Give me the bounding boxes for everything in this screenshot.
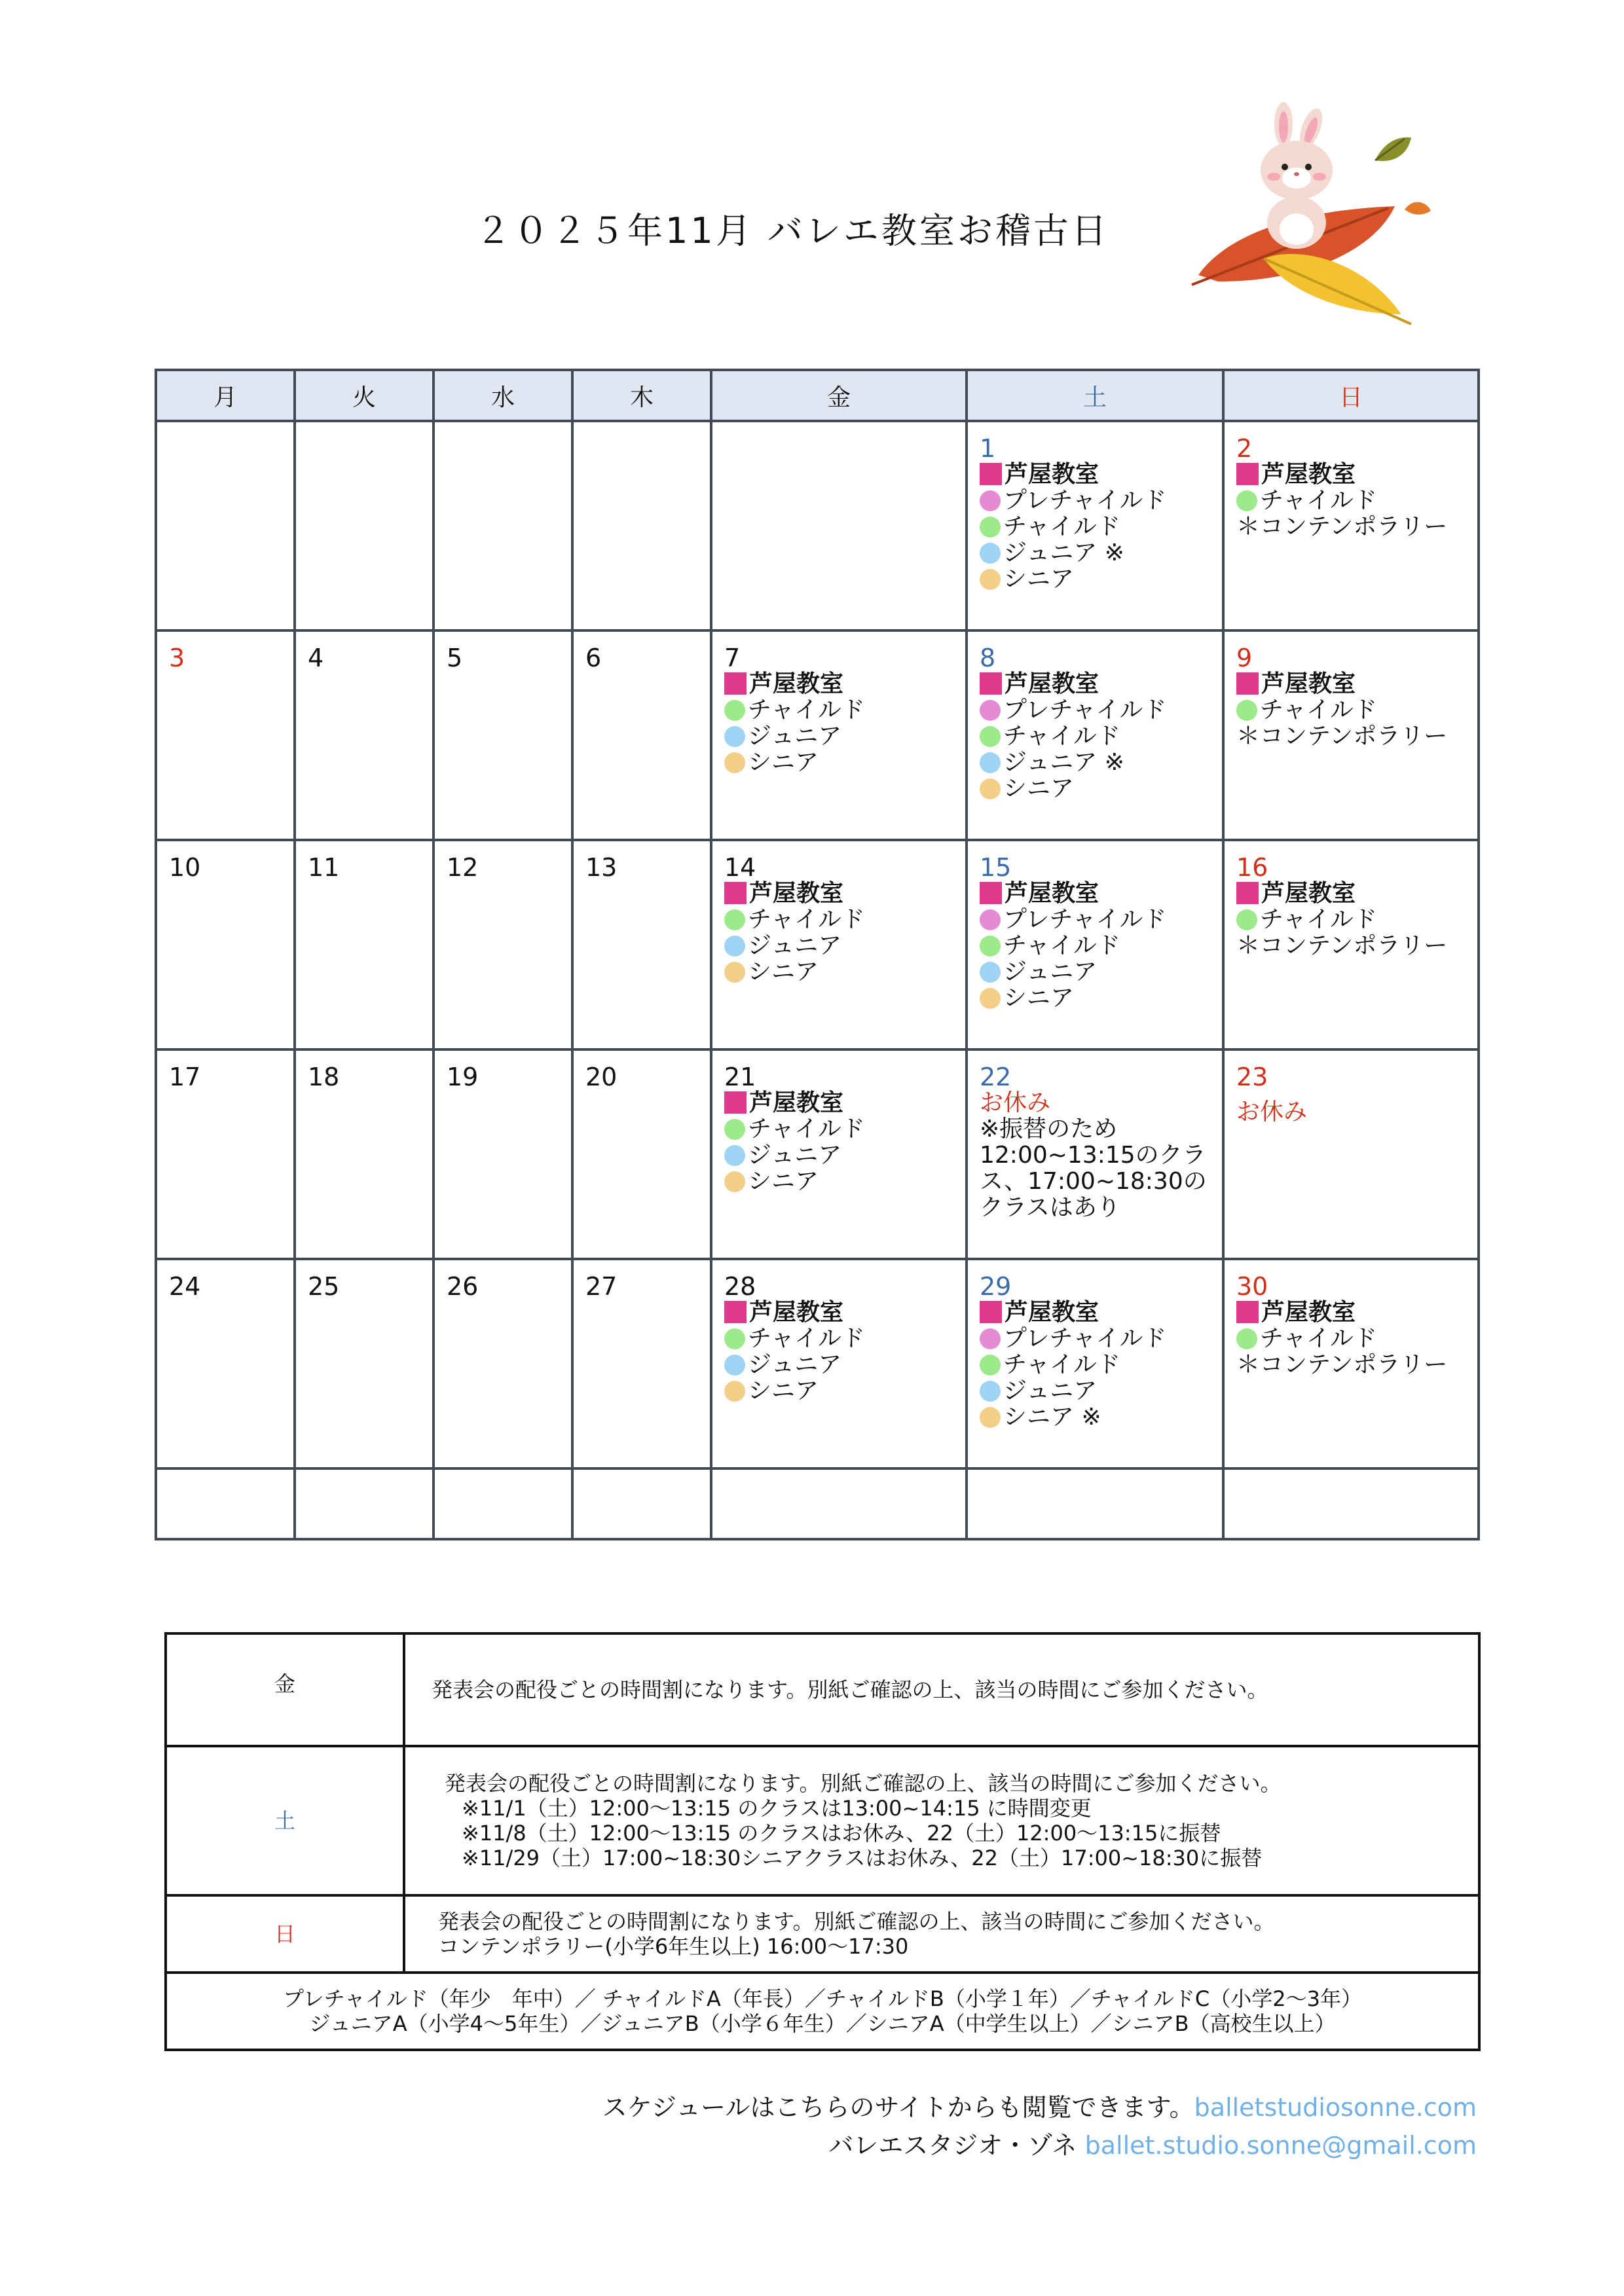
- class-label: シニア: [748, 749, 819, 776]
- day-cell: [967, 1049, 1223, 1259]
- day22-note-line: 12:00~13:15のクラ: [980, 1142, 1206, 1169]
- day-number: 25: [308, 1272, 340, 1301]
- day-number: 28: [724, 1272, 756, 1301]
- class-label: チャイルド: [1260, 906, 1377, 933]
- junior-dot-icon: [980, 962, 1001, 983]
- footer-email-line: [429, 2125, 1477, 2161]
- day-cell: [1223, 1259, 1479, 1468]
- class-label: チャイルド: [1003, 1351, 1120, 1378]
- venue-square-icon: [980, 1301, 1002, 1323]
- day-cell: [572, 630, 711, 840]
- class-label: チャイルド: [748, 906, 865, 933]
- empty-cell: [711, 1468, 967, 1539]
- contemporary-label: ＊コンテンポラリー: [1236, 513, 1448, 540]
- venue-label: 芦屋教室: [1005, 1299, 1099, 1326]
- calendar-week-row: [156, 421, 1479, 630]
- notes-text-sat: [404, 1746, 1479, 1895]
- weekday-fri: 金: [711, 370, 967, 421]
- day-number: 27: [585, 1272, 618, 1301]
- day-cell: [572, 840, 711, 1049]
- footer-website-line: [429, 2087, 1477, 2123]
- day-cell: [295, 840, 434, 1049]
- calendar-table: [155, 369, 1480, 1540]
- class-label: チャイルド: [748, 1325, 865, 1352]
- day-cell: [967, 421, 1223, 630]
- closed-label: お休み: [980, 1089, 1051, 1116]
- day-cell: [434, 1049, 572, 1259]
- day-number: 7: [724, 644, 741, 672]
- day-cell: [295, 1049, 434, 1259]
- senior-dot-icon: [724, 1381, 745, 1402]
- day-cell: [295, 1259, 434, 1468]
- class-label: プレチャイルド: [1003, 487, 1167, 514]
- empty-cell: [711, 421, 967, 630]
- junior-dot-icon: [724, 936, 745, 957]
- venue-square-icon: [980, 882, 1002, 904]
- class-label: シニア: [1003, 985, 1075, 1011]
- junior-dot-icon: [724, 1355, 745, 1376]
- website-link[interactable]: balletstudiosonne.com: [1194, 2093, 1477, 2122]
- class-label: チャイルド: [1260, 487, 1377, 514]
- day-cell: [434, 840, 572, 1049]
- footer-website-text: スケジュールはこちらのサイトからも閲覧できます。: [602, 2093, 1194, 2122]
- day-number: 2: [1236, 434, 1253, 463]
- class-label: チャイルド: [748, 697, 865, 723]
- calendar-week-row: [156, 1049, 1479, 1259]
- notes-line: ※11/8（土）12:00〜13:15 のクラスはお休み、22（土）12:00〜13:15に振替: [462, 1821, 1221, 1846]
- notes-label-sun: 日: [166, 1895, 404, 1973]
- email-link[interactable]: ballet.studio.sonne@gmail.com: [1084, 2131, 1477, 2160]
- notes-line: 発表会の配役ごとの時間割になります。別紙ご確認の上、該当の時間にご参加ください。: [445, 1771, 1282, 1796]
- class-label: シニア: [748, 1168, 819, 1195]
- venue-label: 芦屋教室: [1261, 880, 1356, 907]
- empty-cell: [434, 1468, 572, 1539]
- pre-child-dot-icon: [980, 700, 1001, 721]
- notes-label-fri: 金: [166, 1633, 404, 1746]
- day-number: 30: [1236, 1272, 1268, 1301]
- venue-square-icon: [724, 882, 747, 904]
- day-cell: [156, 1259, 295, 1468]
- day-cell: [1223, 421, 1479, 630]
- senior-dot-icon: [980, 988, 1001, 1009]
- class-label: チャイルド: [748, 1116, 865, 1142]
- contemporary-label: ＊コンテンポラリー: [1236, 1351, 1448, 1378]
- class-label: プレチャイルド: [1003, 1325, 1167, 1352]
- venue-label: 芦屋教室: [1005, 461, 1099, 488]
- day-number: 13: [585, 853, 618, 882]
- calendar-week-row: [156, 1259, 1479, 1468]
- day-number: 10: [169, 853, 201, 882]
- class-label: シニア: [1003, 775, 1075, 802]
- day-cell: [156, 630, 295, 840]
- venue-label: 芦屋教室: [1261, 1299, 1356, 1326]
- class-label: ジュニア: [748, 1142, 842, 1169]
- weekday-wed: 水: [434, 370, 572, 421]
- venue-square-icon: [724, 672, 747, 695]
- notes-row-classes: [166, 1973, 1479, 2050]
- venue-label: 芦屋教室: [1005, 880, 1099, 907]
- day-number: 12: [447, 853, 479, 882]
- day-number: 22: [980, 1063, 1012, 1091]
- venue-square-icon: [980, 672, 1002, 695]
- venue-square-icon: [1236, 672, 1259, 695]
- class-levels-line: ジュニアA（小学4〜5年生）／ジュニアB（小学６年生）／シニアA（中学生以上）／シニアB（高校生以上）: [309, 2011, 1336, 2036]
- venue-square-icon: [1236, 882, 1259, 904]
- junior-dot-icon: [980, 752, 1001, 773]
- calendar-week-row: [156, 630, 1479, 840]
- class-label: ジュニア ※: [1003, 749, 1124, 776]
- day-cell: [295, 630, 434, 840]
- child-dot-icon: [980, 517, 1001, 538]
- class-label: ジュニア: [748, 1351, 842, 1378]
- day-number: 26: [447, 1272, 479, 1301]
- page-title: ２０２５年11月 バレエ教室お稽古日: [475, 210, 1109, 251]
- child-dot-icon: [1236, 909, 1257, 930]
- day-cell: [156, 840, 295, 1049]
- class-label: ジュニア: [1003, 958, 1098, 985]
- day-cell: [967, 630, 1223, 840]
- closed-label: お休み: [1236, 1099, 1308, 1125]
- class-label: ジュニア ※: [1003, 539, 1124, 566]
- notes-table: [164, 1632, 1481, 2051]
- pre-child-dot-icon: [980, 490, 1001, 511]
- notes-label-sat: 土: [166, 1746, 404, 1895]
- weekday-thu: 木: [572, 370, 711, 421]
- empty-cell: [295, 1468, 434, 1539]
- notes-line: ※11/29（土）17:00~18:30シニアクラスはお休み、22（土）17:00~18:30に振替: [462, 1846, 1263, 1870]
- class-label: チャイルド: [1260, 697, 1377, 723]
- day-cell: [434, 630, 572, 840]
- notes-line: 発表会の配役ごとの時間割になります。別紙ご確認の上、該当の時間にご参加ください。: [438, 1909, 1275, 1934]
- day-number: 19: [447, 1063, 479, 1091]
- day-number: 29: [980, 1272, 1012, 1301]
- class-label: ジュニア: [748, 723, 842, 750]
- empty-cell: [967, 1468, 1223, 1539]
- junior-dot-icon: [980, 1381, 1001, 1402]
- notes-row-saturday: [166, 1746, 1479, 1895]
- day-cell: [1223, 630, 1479, 840]
- weekday-tue: 火: [295, 370, 434, 421]
- class-label: プレチャイルド: [1003, 697, 1167, 723]
- venue-label: 芦屋教室: [749, 670, 844, 697]
- notes-text-sun: [404, 1895, 1479, 1973]
- contemporary-label: ＊コンテンポラリー: [1236, 932, 1448, 959]
- day-cell: [967, 1259, 1223, 1468]
- day-number: 3: [169, 644, 185, 672]
- venue-label: 芦屋教室: [749, 880, 844, 907]
- child-dot-icon: [1236, 490, 1257, 511]
- class-label: ジュニア: [748, 932, 842, 959]
- class-label: シニア: [1003, 566, 1075, 592]
- senior-dot-icon: [724, 752, 745, 773]
- day-cell: [711, 1049, 967, 1259]
- day-number: 16: [1236, 853, 1268, 882]
- rabbit-on-autumn-leaves-illustration: [1179, 98, 1441, 334]
- pre-child-dot-icon: [980, 909, 1001, 930]
- child-dot-icon: [724, 700, 745, 721]
- child-dot-icon: [724, 1328, 745, 1349]
- child-dot-icon: [980, 1355, 1001, 1376]
- day-cell: [711, 630, 967, 840]
- class-label: チャイルド: [1003, 723, 1120, 750]
- calendar-empty-row: [156, 1468, 1479, 1539]
- senior-dot-icon: [724, 962, 745, 983]
- class-label: チャイルド: [1003, 513, 1120, 540]
- day-cell: [434, 1259, 572, 1468]
- day-cell: [967, 840, 1223, 1049]
- child-dot-icon: [724, 909, 745, 930]
- junior-dot-icon: [980, 543, 1001, 564]
- calendar-week-row: [156, 840, 1479, 1049]
- day-cell: [711, 1259, 967, 1468]
- junior-dot-icon: [724, 1145, 745, 1166]
- day22-note-line: ス、17:00~18:30の: [980, 1168, 1207, 1195]
- senior-dot-icon: [980, 569, 1001, 590]
- day22-note-line: クラスはあり: [980, 1194, 1120, 1221]
- senior-dot-icon: [724, 1171, 745, 1192]
- venue-label: 芦屋教室: [749, 1089, 844, 1116]
- notes-row-sunday: [166, 1895, 1479, 1973]
- day-number: 17: [169, 1063, 201, 1091]
- weekday-header-row: [156, 370, 1479, 421]
- day-cell: [711, 840, 967, 1049]
- class-label: プレチャイルド: [1003, 906, 1167, 933]
- child-dot-icon: [980, 936, 1001, 957]
- class-levels-text: [166, 1973, 1479, 2050]
- day-number: 5: [447, 644, 463, 672]
- day-cell: [572, 1049, 711, 1259]
- class-label: ジュニア: [1003, 1377, 1098, 1404]
- day-number: 9: [1236, 644, 1253, 672]
- venue-square-icon: [724, 1301, 747, 1323]
- empty-cell: [156, 421, 295, 630]
- day-cell: [156, 1049, 295, 1259]
- venue-label: 芦屋教室: [1005, 670, 1099, 697]
- empty-cell: [434, 421, 572, 630]
- venue-square-icon: [724, 1091, 747, 1114]
- class-label: チャイルド: [1003, 932, 1120, 959]
- day-number: 11: [308, 853, 340, 882]
- day-number: 18: [308, 1063, 340, 1091]
- weekday-mon: 月: [156, 370, 295, 421]
- class-label: チャイルド: [1260, 1325, 1377, 1352]
- venue-square-icon: [1236, 1301, 1259, 1323]
- notes-line: ※11/1（土）12:00〜13:15 のクラスは13:00~14:15 に時間変更: [462, 1796, 1092, 1821]
- child-dot-icon: [724, 1119, 745, 1140]
- day-number: 24: [169, 1272, 201, 1301]
- venue-label: 芦屋教室: [749, 1299, 844, 1326]
- day-cell: [1223, 840, 1479, 1049]
- senior-dot-icon: [980, 1407, 1001, 1428]
- venue-square-icon: [980, 463, 1002, 485]
- empty-cell: [572, 1468, 711, 1539]
- day-number: 6: [585, 644, 602, 672]
- child-dot-icon: [980, 726, 1001, 747]
- day-number: 20: [585, 1063, 618, 1091]
- footer-studio-name: バレエスタジオ・ゾネ: [828, 2131, 1085, 2160]
- venue-label: 芦屋教室: [1261, 670, 1356, 697]
- empty-cell: [295, 421, 434, 630]
- weekday-sat: 土: [967, 370, 1223, 421]
- empty-cell: [1223, 1468, 1479, 1539]
- day-cell: [572, 1259, 711, 1468]
- notes-text-fri: 発表会の配役ごとの時間割になります。別紙ご確認の上、該当の時間にご参加ください。: [404, 1633, 1479, 1746]
- child-dot-icon: [1236, 700, 1257, 721]
- class-label: シニア: [748, 958, 819, 985]
- class-label: シニア ※: [1003, 1404, 1101, 1430]
- empty-cell: [156, 1468, 295, 1539]
- day-cell: [1223, 1049, 1479, 1259]
- class-levels-line: プレチャイルド（年少 年中）／ チャイルドA（年長）／チャイルドB（小学１年）／チャイルドC（小学2〜3年）: [283, 1986, 1362, 2011]
- day-number: 8: [980, 644, 996, 672]
- day-number: 23: [1236, 1063, 1268, 1091]
- empty-cell: [572, 421, 711, 630]
- day22-note-line: ※振替のため: [980, 1116, 1118, 1142]
- day-number: 14: [724, 853, 756, 882]
- junior-dot-icon: [724, 726, 745, 747]
- child-dot-icon: [1236, 1328, 1257, 1349]
- day-number: 4: [308, 644, 324, 672]
- notes-row-friday: [166, 1633, 1479, 1746]
- pre-child-dot-icon: [980, 1328, 1001, 1349]
- contemporary-label: ＊コンテンポラリー: [1236, 723, 1448, 750]
- venue-label: 芦屋教室: [1261, 461, 1356, 488]
- class-label: シニア: [748, 1377, 819, 1404]
- weekday-sun: 日: [1223, 370, 1479, 421]
- day-number: 1: [980, 434, 996, 463]
- senior-dot-icon: [980, 778, 1001, 799]
- day-number: 15: [980, 853, 1012, 882]
- venue-square-icon: [1236, 463, 1259, 485]
- day-number: 21: [724, 1063, 756, 1091]
- notes-line: コンテンポラリー(小学6年生以上) 16:00〜17:30: [438, 1934, 909, 1959]
